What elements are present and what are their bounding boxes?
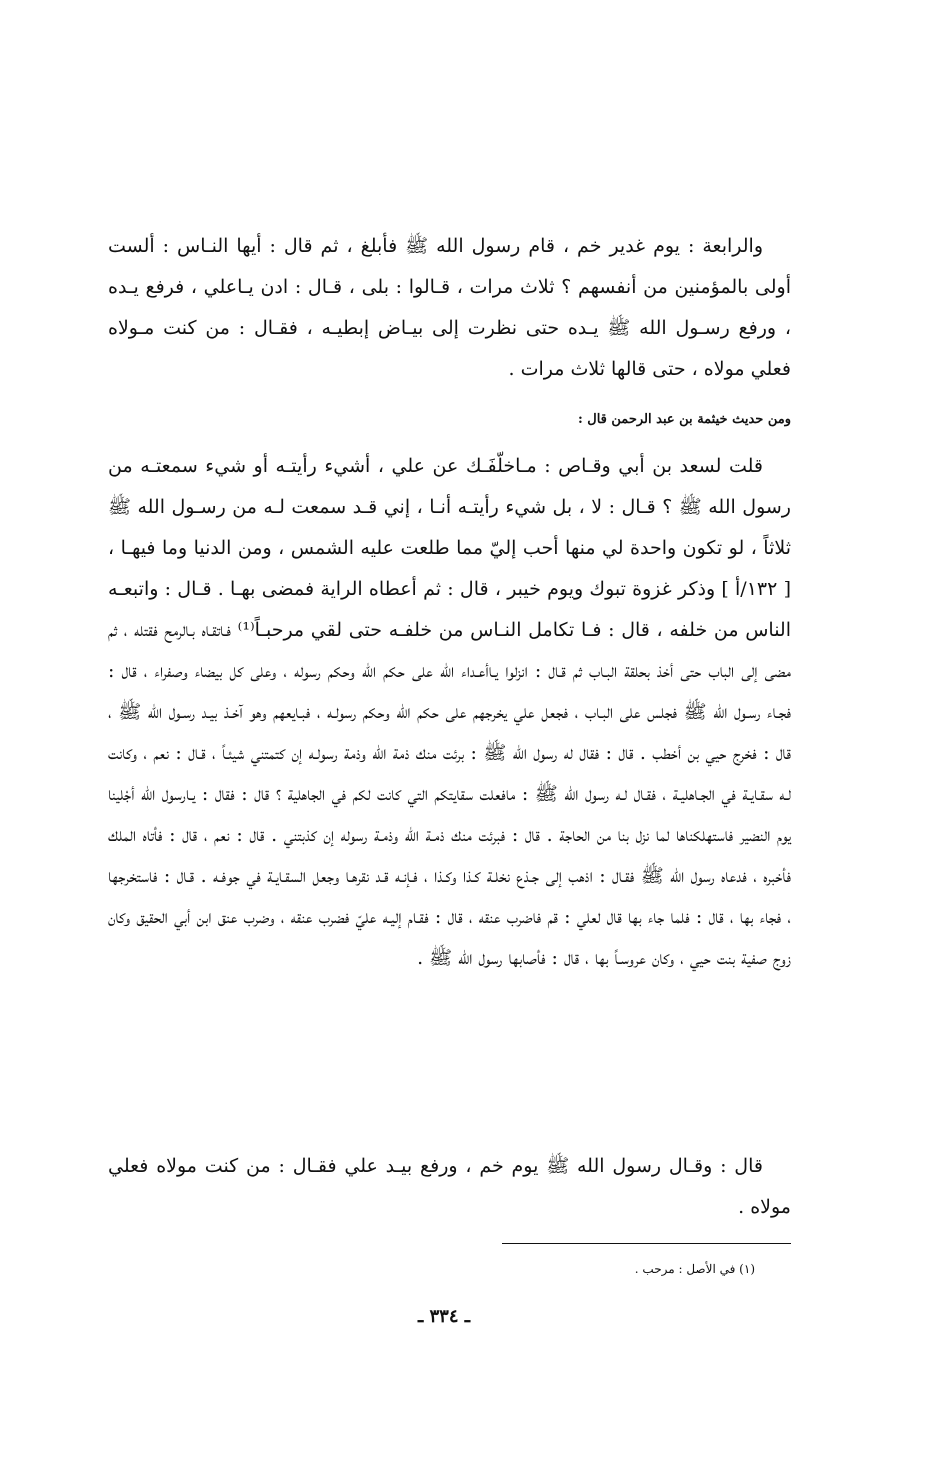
section-heading: ومن حديث خيثمة بن عبد الرحمن قال : bbox=[577, 412, 791, 427]
paragraph-saad-narration bbox=[108, 446, 791, 979]
paragraph-fourth-ghadir bbox=[108, 226, 791, 390]
footnote: (١) في الأصل : مرحب . bbox=[634, 1262, 755, 1276]
footnote-divider bbox=[502, 1243, 791, 1244]
paragraph-text: والرابعة : يوم غدير خم ، قام رسول الله ﷺ فأبلغ ، ثم قال : أيها النـاس : ألست أولى بالمؤمنين من أنفسهم ؟ ثلاث مرات ، قـالوا : بلى ، قـال : ادن يـاعلي ، فرفع يـده ، ورفع رسـول الله ﷺ يـده حتى نظرت إلى بيـاض إبطيـه ، فقـال : من كنت مـولاه فعلي مولاه ، حتى قالها ثلاث مرات . bbox=[108, 235, 791, 380]
paragraph-closing bbox=[108, 1146, 791, 1228]
page-number: ـ ٣٣٤ ـ bbox=[417, 1306, 471, 1327]
paragraph-text: قال : وقـال رسول الله ﷺ يوم خم ، ورفع بيـد علي فقـال : من كنت مولاه فعلي مولاه . bbox=[108, 1155, 791, 1218]
paragraph-text: قلت لسعد بن أبي وقـاص : مـاخلّفَـك عن علي ، أشيء رأيتـه أو شيء سمعتـه من رسول الله ﷺ ؟ قـال : لا ، بل شيء رأيتـه أنـا ، إني قـد سمعت لـه من رسـول الله ﷺ ثلاثاً ، لو تكون واحدة لي منها أحب إليّ مما طلعت عليه الشمس ، ومن الدنيا وما فيهـا ، [ ١٣٢/أ ] وذكر غزوة تبوك ويوم خيبر ، قال : ثم أعطاه الراية فمضى بهـا . قـال : واتبعـه الناس من خلفه ، قال : فـا تكامل النـاس من خلفـه حتى لقي مرحبـاً⁽¹⁾ فـاتقـاه بـالرمح فقتله ، ثم مضى إلى الباب حتى أخذ بحلقة البـاب ثم قـال : انزلوا يـاأعـداء الله على حكم الله وحكم رسوله ، وعلى كل بيضاء وصفراء ، قال : فجـاء رسـول الله ﷺ فجلس على البـاب ، فجعل علي يخرجهم على حكم الله وحكم رسولـه ، فبـايعهم وهو آخـذ بيـد رسـول الله ﷺ ، قال : فخرج حيي بن أخطب . قال : فقال له رسول الله ﷺ : برئت منك ذمة الله وذمة رسولـه إن كتمتني شيئـاً ، قـال : نعم ، وكانت لـه سقـايـة في الجـاهليـة ، فقـال لـه رسول الله ﷺ : مافعلت سقايتكم التي كانت لكم في الجاهلية ؟ قال : فقال : يـارسول الله أجْلينا يوم النضير فاستهلكناها لما نزل بنا من الحاجة . قال : فبرئت منك ذمـة الله وذمـة رسوله إن كذبتني . قال : نعم ، قال : فأتاه الملك فأخبره ، فدعاه رسول الله ﷺ فقـال : اذهب إلى جـذع نخلـة كـذا وكـذا ، فـإنـه قـد نقرهـا وجعل السقـايـة في جوفـه . قـال : فاستخرجها ، فجاء بها ، قال : فلما جاء بها قال لعلي : قم فاضرب عنقه ، قال : فقـام إليـه عليّ فضرب عنقه ، وضرب عنق ابن أبي الحقيق وكان زوج صفية بنت حيي ، وكان عروسـاً بها ، قال : فأصابها رسول الله ﷺ . bbox=[108, 455, 792, 969]
